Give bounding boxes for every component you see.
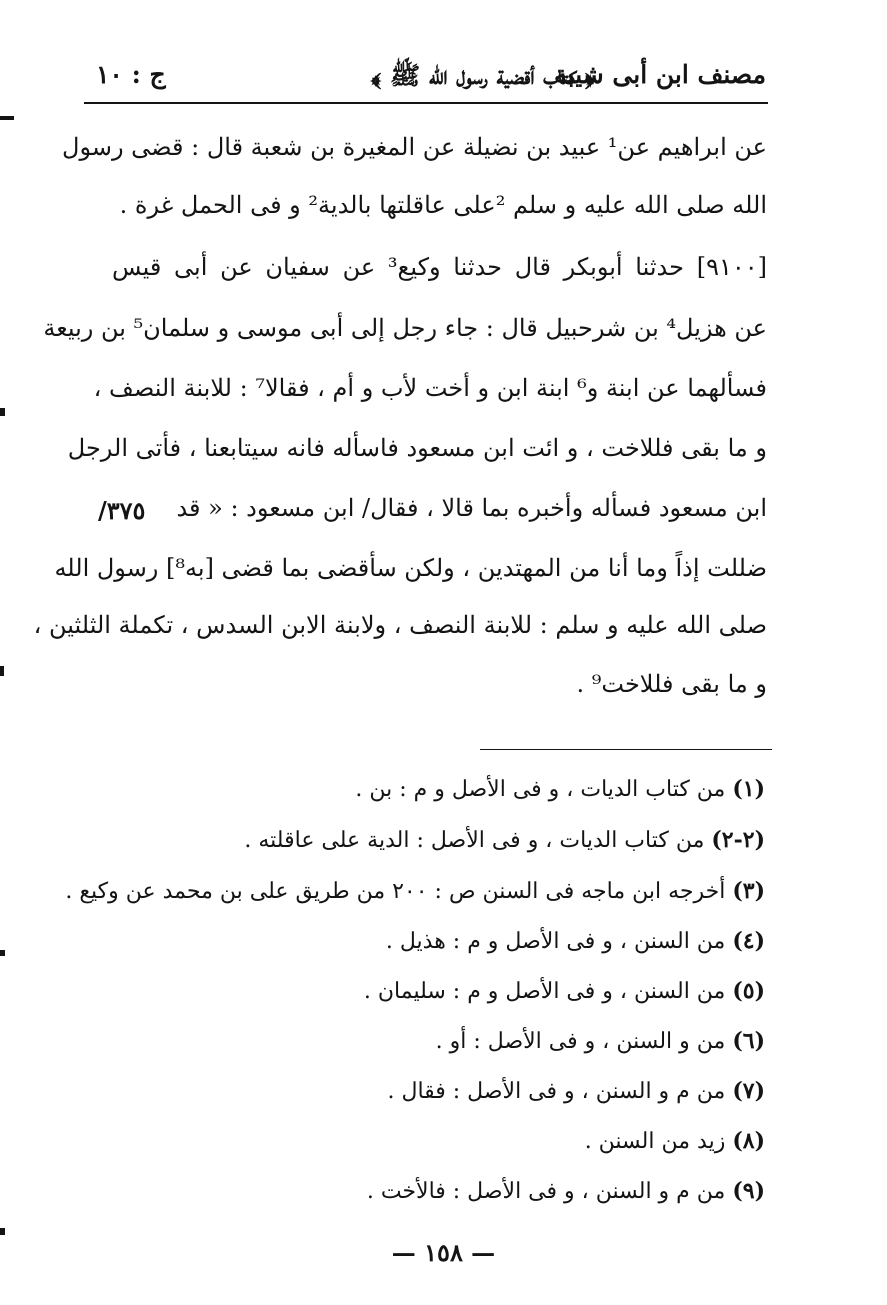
body-line: [٩١٠٠] حدثنا أبوبكر قال حدثنا وكيع³ عن سفيان عن أبى قيس xyxy=(112,253,767,281)
footnote-separator xyxy=(480,749,772,750)
footnote-number: (٢-٢) xyxy=(711,827,765,853)
footnote-text: من كتاب الديات ، و فى الأصل : الدية على عاقلته . xyxy=(244,828,705,853)
footnote-item xyxy=(364,978,765,1004)
body-line: الله صلى الله عليه و سلم ²على عاقلتها بالدية² و فى الحمل غرة . xyxy=(119,191,767,219)
footnote-item xyxy=(386,928,765,954)
footnote-item xyxy=(65,878,765,904)
header-rule xyxy=(84,102,768,104)
footnote-text: أخرجه ابن ماجه فى السنن ص : ٢٠٠ من طريق على بن محمد عن وكيع . xyxy=(65,879,726,904)
footnote-item xyxy=(244,827,765,853)
footnote-text: من و السنن ، و فى الأصل : أو . xyxy=(435,1029,726,1054)
body-line: فسألهما عن ابنة و⁶ ابنة ابن و أخت لأب و أم ، فقالا⁷ : للابنة النصف ، xyxy=(93,374,767,402)
footnote-number: (٦) xyxy=(732,1028,765,1054)
footnote-item xyxy=(436,1028,765,1054)
scan-edge-mark xyxy=(0,666,4,676)
footnote-number: (١) xyxy=(732,776,765,802)
body-line: ضللت إذاً وما أنا من المهتدين ، ولكن سأقضى بما قضى [به⁸] رسول الله xyxy=(54,554,767,582)
scan-edge-mark xyxy=(0,116,14,120)
footnote-text: من م و السنن ، و فى الأصل : فقال . xyxy=(387,1079,726,1104)
footnote-text: من كتاب الديات ، و فى الأصل و م : بن . xyxy=(355,777,726,802)
footnote-text: زيد من السنن . xyxy=(584,1129,726,1154)
footnote-number: (٥) xyxy=(732,978,765,1004)
page-number: — ١٥٨ — xyxy=(391,1238,496,1267)
footnote-item xyxy=(387,1078,765,1104)
footnote-number: (٣) xyxy=(732,878,765,904)
footnote-item xyxy=(355,776,765,802)
header-chapter-title: ﴿ كتاب أقضية رسول الله ﷺ ﴾ xyxy=(371,61,596,90)
body-line: و ما بقى فللاخت⁹ . xyxy=(576,670,767,698)
body-line: صلى الله عليه و سلم : للابنة النصف ، ولابنة الابن السدس ، تكملة الثلثين ، xyxy=(33,611,767,639)
footnote-number: (٨) xyxy=(732,1128,765,1154)
header-book-title: مصنف ابن أبى شيبة xyxy=(554,60,766,89)
margin-page-reference: ٣٧٥/ xyxy=(98,496,146,525)
scan-edge-mark xyxy=(0,1228,5,1235)
footnote-text: من السنن ، و فى الأصل و م : هذيل . xyxy=(385,929,726,954)
footnote-item xyxy=(367,1178,765,1204)
body-line: و ما بقى فللاخت ، و ائت ابن مسعود فاسأله فانه سيتابعنا ، فأتى الرجل xyxy=(67,434,767,462)
header-volume-number: ج : ١٠ xyxy=(96,60,166,89)
running-header xyxy=(96,60,766,100)
body-line: ابن مسعود فسأله وأخبره بما قالا ، فقال/ ابن مسعود : « قد xyxy=(176,494,767,522)
footnote-text: من م و السنن ، و فى الأصل : فالأخت . xyxy=(366,1179,726,1204)
body-line: عن ابراهيم عن¹ عبيد بن نضيلة عن المغيرة بن شعبة قال : قضى رسول xyxy=(62,133,767,161)
footnote-number: (٩) xyxy=(732,1178,765,1204)
body-line: عن هزيل⁴ بن شرحبيل قال : جاء رجل إلى أبى موسى و سلمان⁵ بن ربيعة xyxy=(43,314,767,342)
footnote-number: (٤) xyxy=(732,928,765,954)
footnote-number: (٧) xyxy=(732,1078,765,1104)
footnote-text: من السنن ، و فى الأصل و م : سليمان . xyxy=(363,979,726,1004)
scan-edge-mark xyxy=(0,408,5,416)
footnote-item xyxy=(585,1128,765,1154)
scan-edge-mark xyxy=(0,950,5,956)
